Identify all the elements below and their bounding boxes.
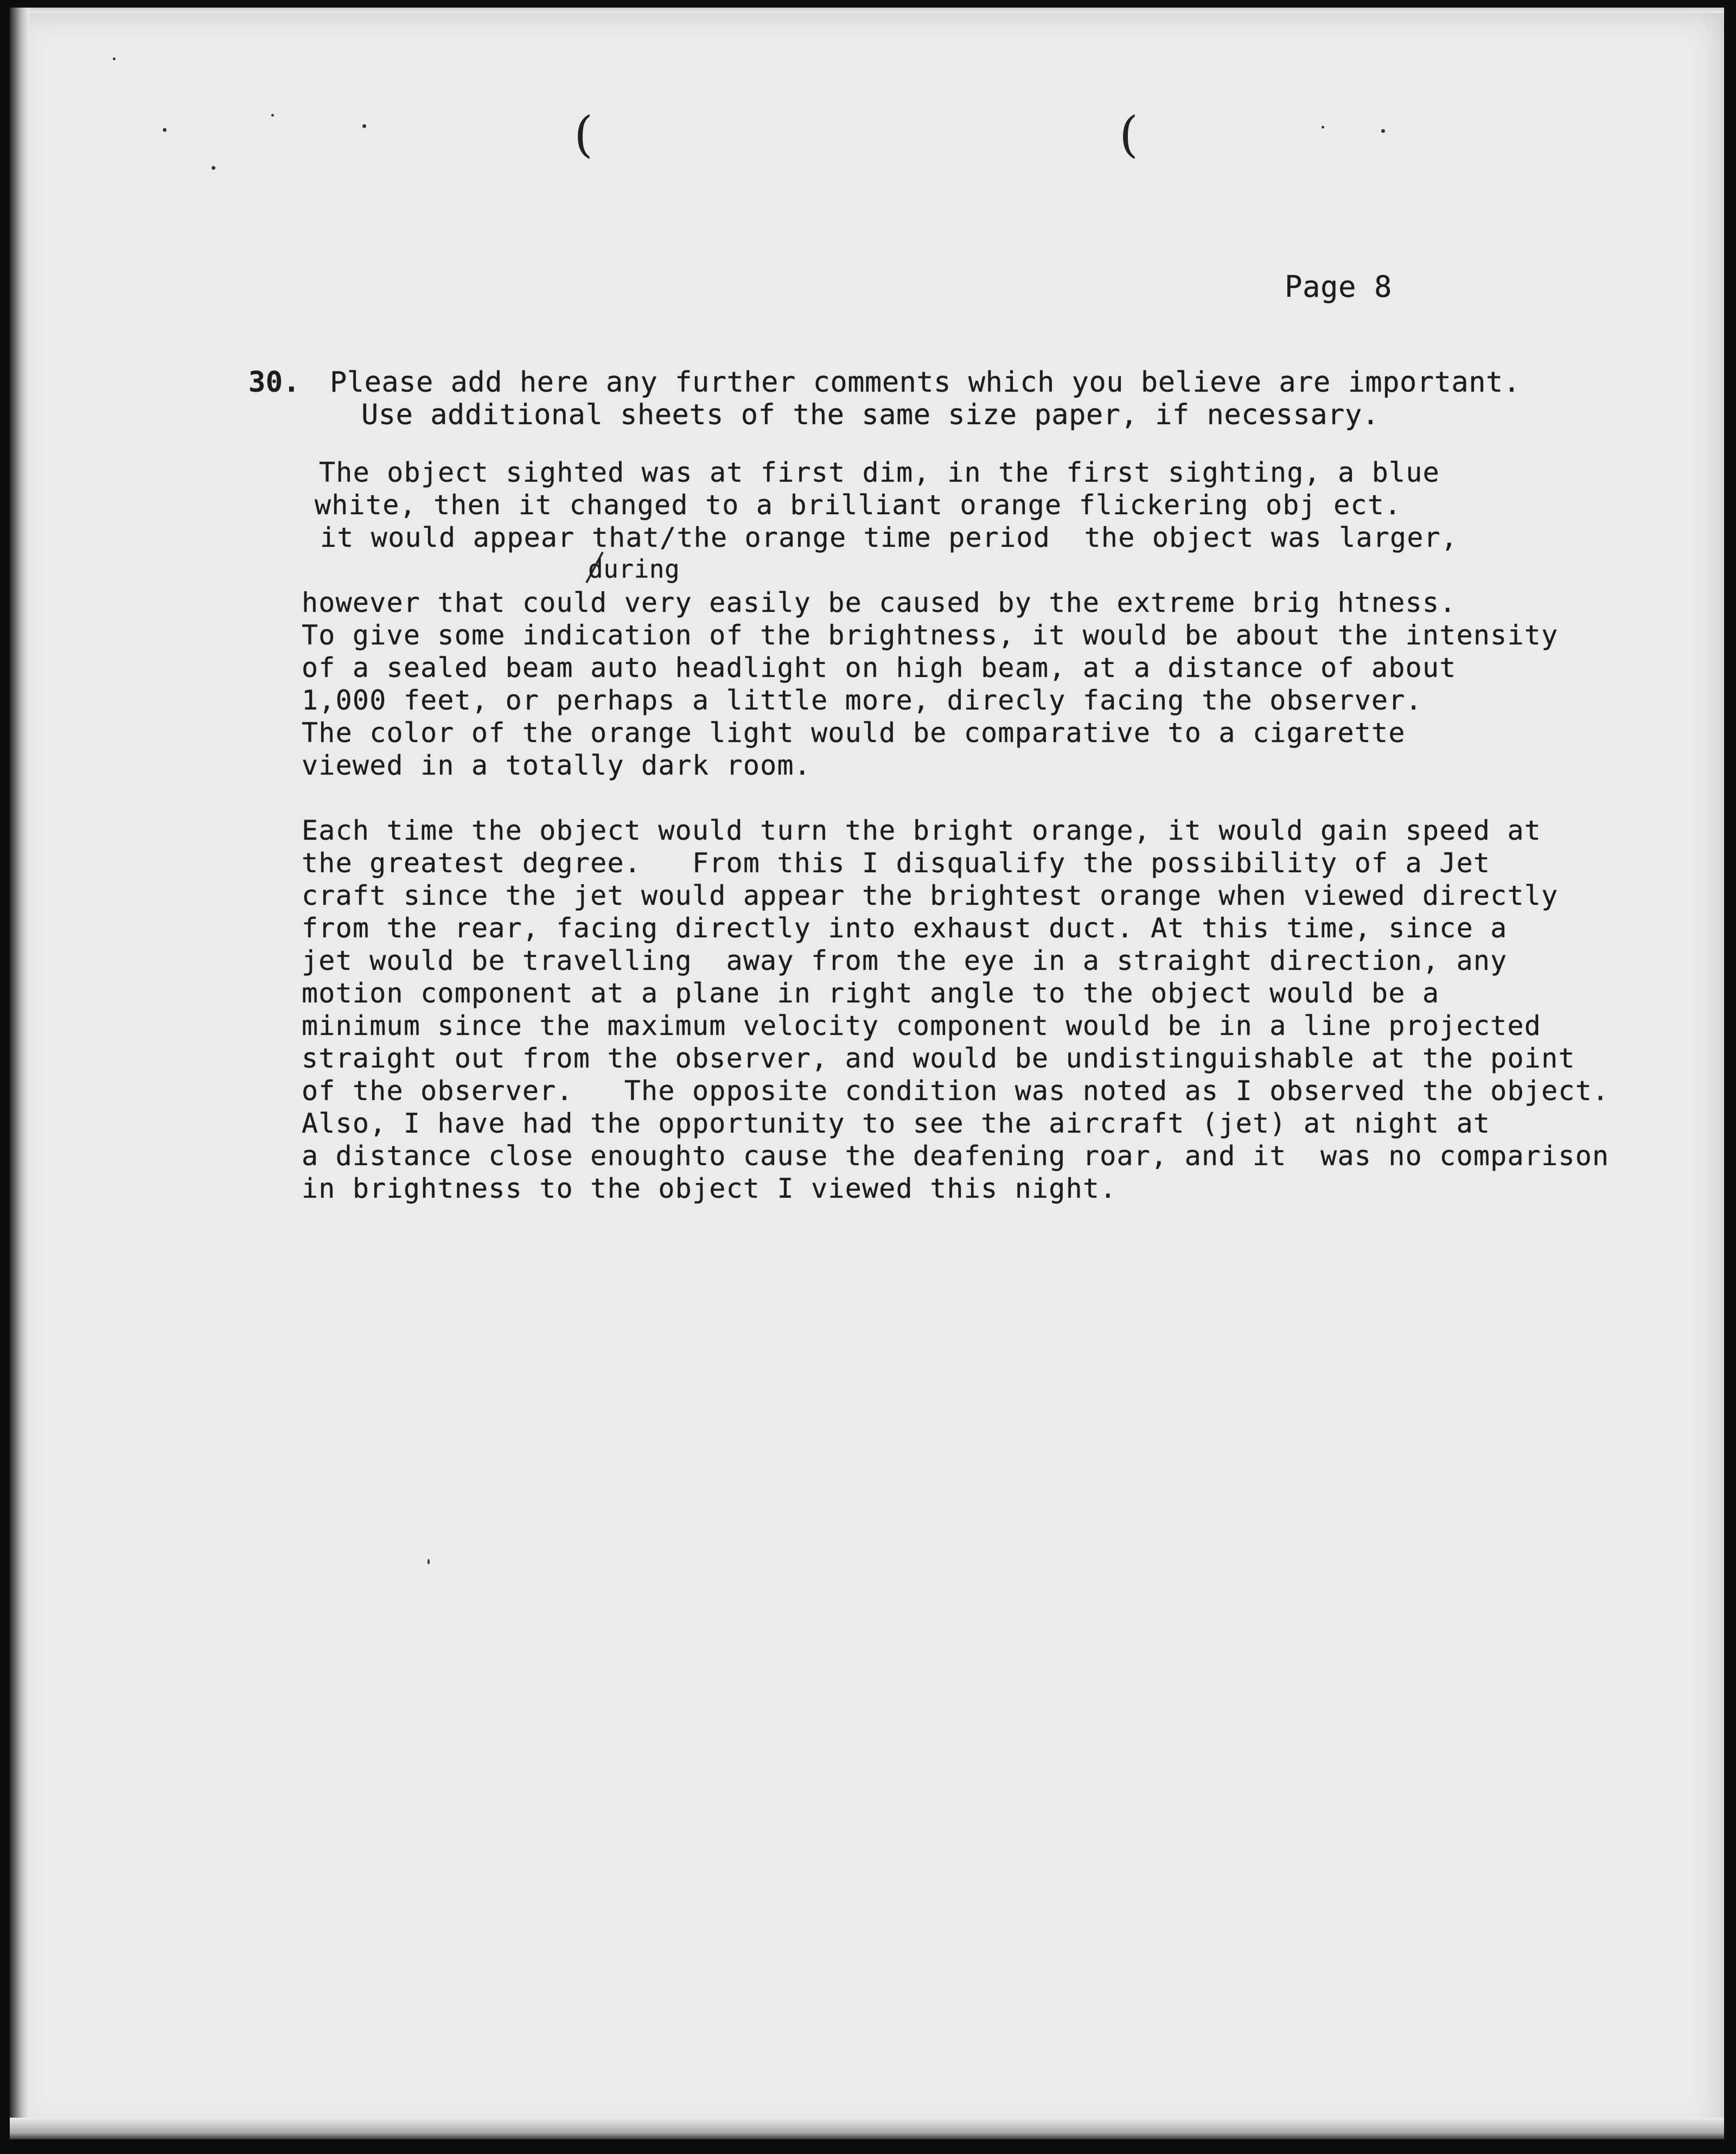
scan-speck [1322, 126, 1324, 129]
question-prompt-line1: Please add here any further comments which you believe are important. [330, 366, 1521, 399]
paragraph1-line: however that could very easily be caused by the extreme brig htness. [302, 587, 1457, 618]
paper-edge-top [10, 8, 1724, 13]
paragraph2-line: from the rear, facing directly into exhaust duct. At this time, since a [302, 912, 1508, 944]
paragraph2-line: craft since the jet would appear the brightest orange when viewed directly [302, 880, 1559, 911]
scan-speck [1381, 129, 1385, 133]
paragraph1-line: viewed in a totally dark room. [302, 750, 812, 781]
paragraph2-line: the greatest degree. From this I disqualify the possibility of a Jet [302, 847, 1491, 879]
scan-speck [427, 1559, 430, 1564]
paper-edge-bottom [10, 2118, 1724, 2139]
paragraph2-line: of the observer. The opposite condition was noted as I observed the object. [302, 1075, 1610, 1107]
scan-speck [271, 114, 274, 117]
paragraph1-line: of a sealed beam auto headlight on high beam, at a distance of about [302, 652, 1457, 683]
paragraph2-line: in brightness to the object I viewed this night. [302, 1173, 1117, 1204]
document-page [10, 8, 1724, 2139]
paragraph2-line: motion component at a plane in right angle to the object would be a [302, 977, 1440, 1009]
scan-speck [212, 166, 215, 170]
paragraph2-line: a distance close enoughto cause the deafening roar, and it was no comparison [302, 1140, 1610, 1172]
paper-edge-left [10, 8, 29, 2139]
paragraph1-line: The color of the orange light would be comparative to a cigarette [302, 717, 1406, 749]
paragraph2-line: Also, I have had the opportunity to see the aircraft (jet) at night at [302, 1108, 1491, 1139]
paragraph1-line: The object sighted was at first dim, in the first sighting, a blue [319, 457, 1440, 488]
scan-speck [163, 128, 167, 132]
binding-mark-left: ( [574, 106, 593, 163]
paragraph2-line: Each time the object would turn the bright orange, it would gain speed at [302, 815, 1542, 846]
paragraph1-line: it would appear that/the orange time period the object was larger, [320, 522, 1458, 553]
scan-speck [362, 124, 366, 128]
page-number: Page 8 [1285, 270, 1393, 304]
question-prompt-line2: Use additional sheets of the same size paper, if necessary. [361, 399, 1380, 431]
question-number: 30. [248, 366, 301, 399]
binding-mark-right: ( [1119, 106, 1139, 163]
scan-speck [113, 57, 116, 60]
handwritten-insertion: during [588, 554, 680, 584]
paragraph1-line: white, then it changed to a brilliant orange flickering obj ect. [315, 489, 1402, 521]
paragraph1-line: To give some indication of the brightness, it would be about the intensity [302, 619, 1559, 651]
paragraph2-line: straight out from the observer, and would be undistinguishable at the point [302, 1043, 1575, 1074]
paragraph2-line: jet would be travelling away from the eye in a straight direction, any [302, 945, 1508, 976]
paragraph2-line: minimum since the maximum velocity component would be in a line projected [302, 1010, 1542, 1041]
paragraph1-line: 1,000 feet, or perhaps a little more, direcly facing the observer. [302, 685, 1422, 716]
